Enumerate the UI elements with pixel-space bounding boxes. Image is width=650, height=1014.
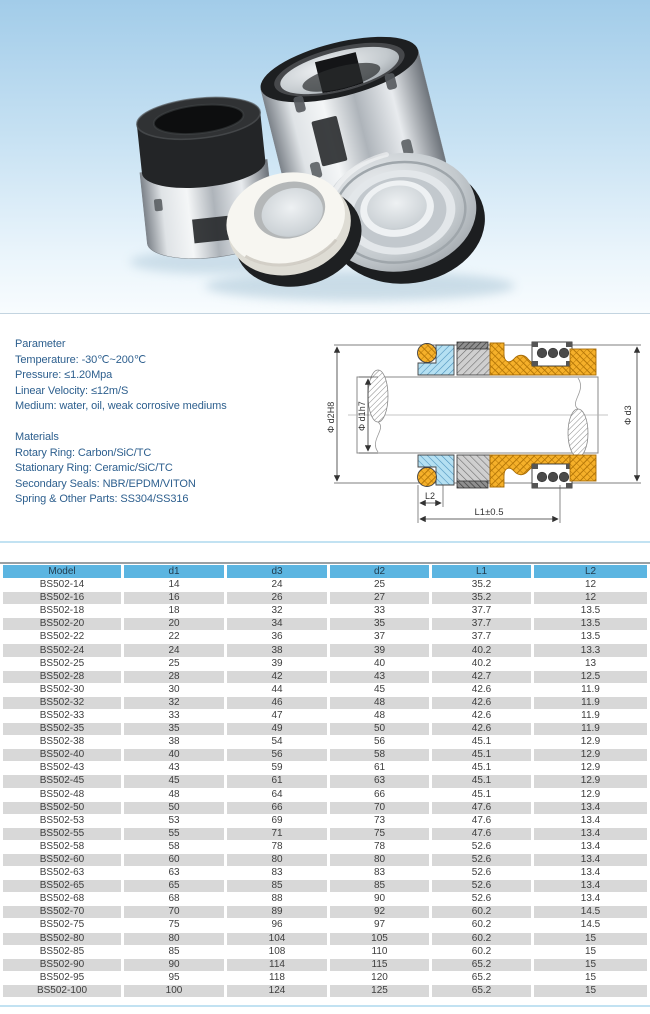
table-cell: 12.9 xyxy=(534,775,647,787)
dim-label-d2h8: Φ d2H8 xyxy=(326,401,336,433)
table-cell: 40.2 xyxy=(432,658,531,670)
table-cell: 45.1 xyxy=(432,789,531,801)
table-row xyxy=(3,710,647,722)
table-cell: 35.2 xyxy=(432,579,531,591)
table-cell: 42.6 xyxy=(432,684,531,696)
table-cell: 53 xyxy=(124,815,224,827)
table-cell: BS502-68 xyxy=(3,893,121,905)
params-heading: Parameter xyxy=(15,338,66,350)
table-cell: 13.4 xyxy=(534,854,647,866)
spec-table-body xyxy=(3,579,647,997)
table-cell: BS502-30 xyxy=(3,684,121,696)
table-cell: 37.7 xyxy=(432,618,531,630)
table-row xyxy=(3,762,647,774)
table-cell: 89 xyxy=(227,906,327,918)
table-cell: 36 xyxy=(227,631,327,643)
table-cell: 61 xyxy=(330,762,429,774)
table-cell: 13 xyxy=(534,658,647,670)
table-row xyxy=(3,867,647,879)
table-cell: 48 xyxy=(124,789,224,801)
table-cell: BS502-40 xyxy=(3,749,121,761)
table-cell: BS502-63 xyxy=(3,867,121,879)
table-cell: 12.9 xyxy=(534,736,647,748)
dim-label-d3: Φ d3 xyxy=(623,405,633,425)
materials-group xyxy=(15,430,315,508)
table-cell: 49 xyxy=(227,723,327,735)
table-cell: 45.1 xyxy=(432,749,531,761)
table-cell: BS502-18 xyxy=(3,605,121,617)
table-cell: 52.6 xyxy=(432,893,531,905)
table-cell: 125 xyxy=(330,985,429,997)
table-cell: 14.5 xyxy=(534,906,647,918)
table-cell: 90 xyxy=(124,959,224,971)
table-cell: 85 xyxy=(227,880,327,892)
table-cell: 12.9 xyxy=(534,749,647,761)
table-cell: 32 xyxy=(227,605,327,617)
table-cell: 13.4 xyxy=(534,802,647,814)
table-cell: 64 xyxy=(227,789,327,801)
table-cell: 14.5 xyxy=(534,919,647,931)
table-cell: 71 xyxy=(227,828,327,840)
table-cell: 96 xyxy=(227,919,327,931)
table-cell: 85 xyxy=(330,880,429,892)
table-cell: 25 xyxy=(330,579,429,591)
table-row xyxy=(3,919,647,931)
table-cell: 13.4 xyxy=(534,880,647,892)
table-cell: 68 xyxy=(124,893,224,905)
table-row xyxy=(3,802,647,814)
table-cell: 11.9 xyxy=(534,710,647,722)
table-cell: 16 xyxy=(124,592,224,604)
table-cell: 13.4 xyxy=(534,815,647,827)
table-cell: 54 xyxy=(227,736,327,748)
parameter-group xyxy=(15,337,315,415)
table-cell: 70 xyxy=(124,906,224,918)
table-cell: BS502-33 xyxy=(3,710,121,722)
material-line: Rotary Ring: Carbon/SiC/TC xyxy=(15,446,152,459)
table-cell: 52.6 xyxy=(432,854,531,866)
shadow xyxy=(205,271,515,301)
table-cell: 97 xyxy=(330,919,429,931)
table-cell: BS502-16 xyxy=(3,592,121,604)
table-cell: 13.4 xyxy=(534,893,647,905)
column-header-model: Model xyxy=(3,565,121,578)
table-cell: 11.9 xyxy=(534,697,647,709)
table-cell: 42.6 xyxy=(432,723,531,735)
table-row xyxy=(3,631,647,643)
column-header-l1: L1 xyxy=(432,565,531,578)
table-cell: 50 xyxy=(124,802,224,814)
table-cell: 22 xyxy=(124,631,224,643)
table-cell: 80 xyxy=(330,854,429,866)
table-row xyxy=(3,736,647,748)
table-row xyxy=(3,644,647,656)
spec-table xyxy=(0,564,650,998)
table-cell: BS502-75 xyxy=(3,919,121,931)
table-cell: 39 xyxy=(227,658,327,670)
table-cell: BS502-80 xyxy=(3,933,121,945)
table-cell: 115 xyxy=(330,959,429,971)
column-header-d3: d3 xyxy=(227,565,327,578)
table-row xyxy=(3,985,647,997)
table-row xyxy=(3,906,647,918)
table-cell: 65 xyxy=(124,880,224,892)
table-row xyxy=(3,789,647,801)
table-cell: 27 xyxy=(330,592,429,604)
table-row xyxy=(3,893,647,905)
table-cell: BS502-53 xyxy=(3,815,121,827)
table-cell: BS502-14 xyxy=(3,579,121,591)
table-cell: BS502-100 xyxy=(3,985,121,997)
table-cell: 18 xyxy=(124,605,224,617)
table-cell: 35 xyxy=(330,618,429,630)
table-cell: 48 xyxy=(330,710,429,722)
table-cell: 12.5 xyxy=(534,671,647,683)
table-cell: 45.1 xyxy=(432,762,531,774)
table-cell: 13.4 xyxy=(534,841,647,853)
table-cell: 40 xyxy=(124,749,224,761)
table-cell: 12 xyxy=(534,592,647,604)
table-cell: 60.2 xyxy=(432,933,531,945)
dim-label-l2: L2 xyxy=(424,491,436,501)
table-cell: 12 xyxy=(534,579,647,591)
column-header-d2: d2 xyxy=(330,565,429,578)
table-cell: 15 xyxy=(534,946,647,958)
table-cell: 37.7 xyxy=(432,631,531,643)
table-cell: BS502-48 xyxy=(3,789,121,801)
table-cell: 104 xyxy=(227,933,327,945)
table-cell: 47.6 xyxy=(432,802,531,814)
table-cell: 11.9 xyxy=(534,723,647,735)
table-cell: 120 xyxy=(330,972,429,984)
table-cell: 24 xyxy=(124,644,224,656)
table-cell: 60.2 xyxy=(432,946,531,958)
table-row xyxy=(3,618,647,630)
table-cell: 63 xyxy=(124,867,224,879)
table-row xyxy=(3,880,647,892)
dim-label-d1h7: Φ d1h7 xyxy=(357,401,367,431)
table-cell: BS502-43 xyxy=(3,762,121,774)
table-cell: 40 xyxy=(330,658,429,670)
table-cell: 124 xyxy=(227,985,327,997)
table-cell: 45.1 xyxy=(432,775,531,787)
table-cell: 75 xyxy=(124,919,224,931)
table-cell: 85 xyxy=(124,946,224,958)
table-cell: BS502-50 xyxy=(3,802,121,814)
table-cell: 95 xyxy=(124,972,224,984)
table-cell: 66 xyxy=(330,789,429,801)
table-cell: 90 xyxy=(330,893,429,905)
table-cell: 52.6 xyxy=(432,880,531,892)
seal-cross-section-top xyxy=(418,342,597,375)
seal-diagram-svg xyxy=(320,333,650,533)
table-cell: 83 xyxy=(330,867,429,879)
table-cell: 60.2 xyxy=(432,919,531,931)
table-cell: 105 xyxy=(330,933,429,945)
table-row xyxy=(3,684,647,696)
table-cell: 14 xyxy=(124,579,224,591)
table-cell: 60.2 xyxy=(432,906,531,918)
table-cell: 47 xyxy=(227,710,327,722)
table-cell: 92 xyxy=(330,906,429,918)
table-cell: 44 xyxy=(227,684,327,696)
table-cell: 65.2 xyxy=(432,959,531,971)
divider-bottom-blue xyxy=(0,1005,650,1007)
shaft xyxy=(348,370,608,457)
table-row xyxy=(3,854,647,866)
table-cell: 46 xyxy=(227,697,327,709)
table-row xyxy=(3,697,647,709)
table-cell: BS502-60 xyxy=(3,854,121,866)
table-cell: 56 xyxy=(227,749,327,761)
table-cell: 114 xyxy=(227,959,327,971)
table-cell: 45 xyxy=(330,684,429,696)
dim-label-l1: L1±0.5 xyxy=(474,507,504,518)
table-row xyxy=(3,775,647,787)
table-cell: 47.6 xyxy=(432,828,531,840)
column-header-d1: d1 xyxy=(124,565,224,578)
table-cell: 65.2 xyxy=(432,985,531,997)
table-cell: 33 xyxy=(330,605,429,617)
table-cell: 69 xyxy=(227,815,327,827)
table-cell: 15 xyxy=(534,972,647,984)
table-row xyxy=(3,972,647,984)
param-line: Medium: water, oil, weak corrosive mediums xyxy=(15,400,227,413)
table-cell: 58 xyxy=(124,841,224,853)
table-row xyxy=(3,605,647,617)
materials-heading: Materials xyxy=(15,430,59,443)
table-cell: 108 xyxy=(227,946,327,958)
table-cell: 13.4 xyxy=(534,828,647,840)
column-header-l2: L2 xyxy=(534,565,647,578)
table-row xyxy=(3,946,647,958)
table-cell: 75 xyxy=(330,828,429,840)
params-block xyxy=(15,337,315,523)
table-cell: 70 xyxy=(330,802,429,814)
material-line: Secondary Seals: NBR/EPDM/VITON xyxy=(15,477,196,490)
table-cell: 38 xyxy=(124,736,224,748)
table-cell: 60 xyxy=(124,854,224,866)
table-cell: 61 xyxy=(227,775,327,787)
table-cell: 118 xyxy=(227,972,327,984)
table-row xyxy=(3,723,647,735)
table-cell: 63 xyxy=(330,775,429,787)
table-cell: 59 xyxy=(227,762,327,774)
table-cell: 88 xyxy=(227,893,327,905)
table-cell: BS502-90 xyxy=(3,959,121,971)
table-cell: 47.6 xyxy=(432,815,531,827)
table-cell: 13.5 xyxy=(534,631,647,643)
table-row xyxy=(3,749,647,761)
table-cell: 80 xyxy=(124,933,224,945)
table-cell: 35 xyxy=(124,723,224,735)
material-line: Spring & Other Parts: SS304/SS316 xyxy=(15,493,189,506)
table-row xyxy=(3,841,647,853)
table-cell: 15 xyxy=(534,985,647,997)
table-cell: BS502-25 xyxy=(3,658,121,670)
table-cell: BS502-95 xyxy=(3,972,121,984)
table-cell: 26 xyxy=(227,592,327,604)
table-cell: 40.2 xyxy=(432,644,531,656)
table-cell: BS502-70 xyxy=(3,906,121,918)
divider-top-blue xyxy=(0,541,650,543)
table-cell: BS502-38 xyxy=(3,736,121,748)
table-cell: 83 xyxy=(227,867,327,879)
table-row xyxy=(3,933,647,945)
table-cell: 15 xyxy=(534,959,647,971)
table-cell: 43 xyxy=(124,762,224,774)
table-cell: 30 xyxy=(124,684,224,696)
table-cell: 78 xyxy=(227,841,327,853)
table-cell: 50 xyxy=(330,723,429,735)
table-cell: 13.5 xyxy=(534,605,647,617)
product-photo-svg xyxy=(0,0,650,313)
table-row xyxy=(3,815,647,827)
table-cell: BS502-20 xyxy=(3,618,121,630)
table-cell: 13.4 xyxy=(534,867,647,879)
table-cell: 12.9 xyxy=(534,762,647,774)
table-cell: BS502-65 xyxy=(3,880,121,892)
table-cell: BS502-45 xyxy=(3,775,121,787)
product-photo xyxy=(0,0,650,314)
table-cell: 110 xyxy=(330,946,429,958)
table-cell: 12.9 xyxy=(534,789,647,801)
table-cell: 34 xyxy=(227,618,327,630)
table-cell: 32 xyxy=(124,697,224,709)
table-row xyxy=(3,959,647,971)
table-cell: BS502-85 xyxy=(3,946,121,958)
table-cell: 48 xyxy=(330,697,429,709)
table-row xyxy=(3,658,647,670)
table-cell: 55 xyxy=(124,828,224,840)
table-row xyxy=(3,671,647,683)
table-cell: 80 xyxy=(227,854,327,866)
table-cell: 35.2 xyxy=(432,592,531,604)
table-cell: 38 xyxy=(227,644,327,656)
table-cell: 58 xyxy=(330,749,429,761)
table-cell: 45.1 xyxy=(432,736,531,748)
table-cell: 24 xyxy=(227,579,327,591)
table-cell: 52.6 xyxy=(432,867,531,879)
table-cell: BS502-28 xyxy=(3,671,121,683)
table-row xyxy=(3,828,647,840)
table-cell: 65.2 xyxy=(432,972,531,984)
table-cell: 52.6 xyxy=(432,841,531,853)
table-cell: 78 xyxy=(330,841,429,853)
table-cell: 42.6 xyxy=(432,710,531,722)
param-line: Pressure: ≤1.20Mpa xyxy=(15,369,113,382)
table-cell: 43 xyxy=(330,671,429,683)
seal-diagram xyxy=(320,333,650,533)
table-cell: 33 xyxy=(124,710,224,722)
table-cell: 56 xyxy=(330,736,429,748)
table-cell: 100 xyxy=(124,985,224,997)
table-cell: 39 xyxy=(330,644,429,656)
table-cell: BS502-32 xyxy=(3,697,121,709)
table-cell: BS502-22 xyxy=(3,631,121,643)
table-cell: BS502-24 xyxy=(3,644,121,656)
table-header-row xyxy=(3,565,647,578)
param-line: Linear Velocity: ≤12m/S xyxy=(15,384,129,397)
table-row xyxy=(3,579,647,591)
table-cell: 42.6 xyxy=(432,697,531,709)
table-cell: 13.3 xyxy=(534,644,647,656)
table-cell: 11.9 xyxy=(534,684,647,696)
param-line: Temperature: -30℃~200℃ xyxy=(15,353,147,366)
table-cell: 42.7 xyxy=(432,671,531,683)
table-cell: 45 xyxy=(124,775,224,787)
table-cell: 15 xyxy=(534,933,647,945)
table-cell: 13.5 xyxy=(534,618,647,630)
table-cell: BS502-58 xyxy=(3,841,121,853)
table-cell: 42 xyxy=(227,671,327,683)
table-cell: 73 xyxy=(330,815,429,827)
table-cell: 66 xyxy=(227,802,327,814)
table-cell: 25 xyxy=(124,658,224,670)
table-cell: 20 xyxy=(124,618,224,630)
table-cell: BS502-55 xyxy=(3,828,121,840)
table-cell: 37 xyxy=(330,631,429,643)
table-row xyxy=(3,592,647,604)
table-cell: 28 xyxy=(124,671,224,683)
table-cell: 37.7 xyxy=(432,605,531,617)
material-line: Stationary Ring: Ceramic/SiC/TC xyxy=(15,462,173,475)
table-cell: BS502-35 xyxy=(3,723,121,735)
